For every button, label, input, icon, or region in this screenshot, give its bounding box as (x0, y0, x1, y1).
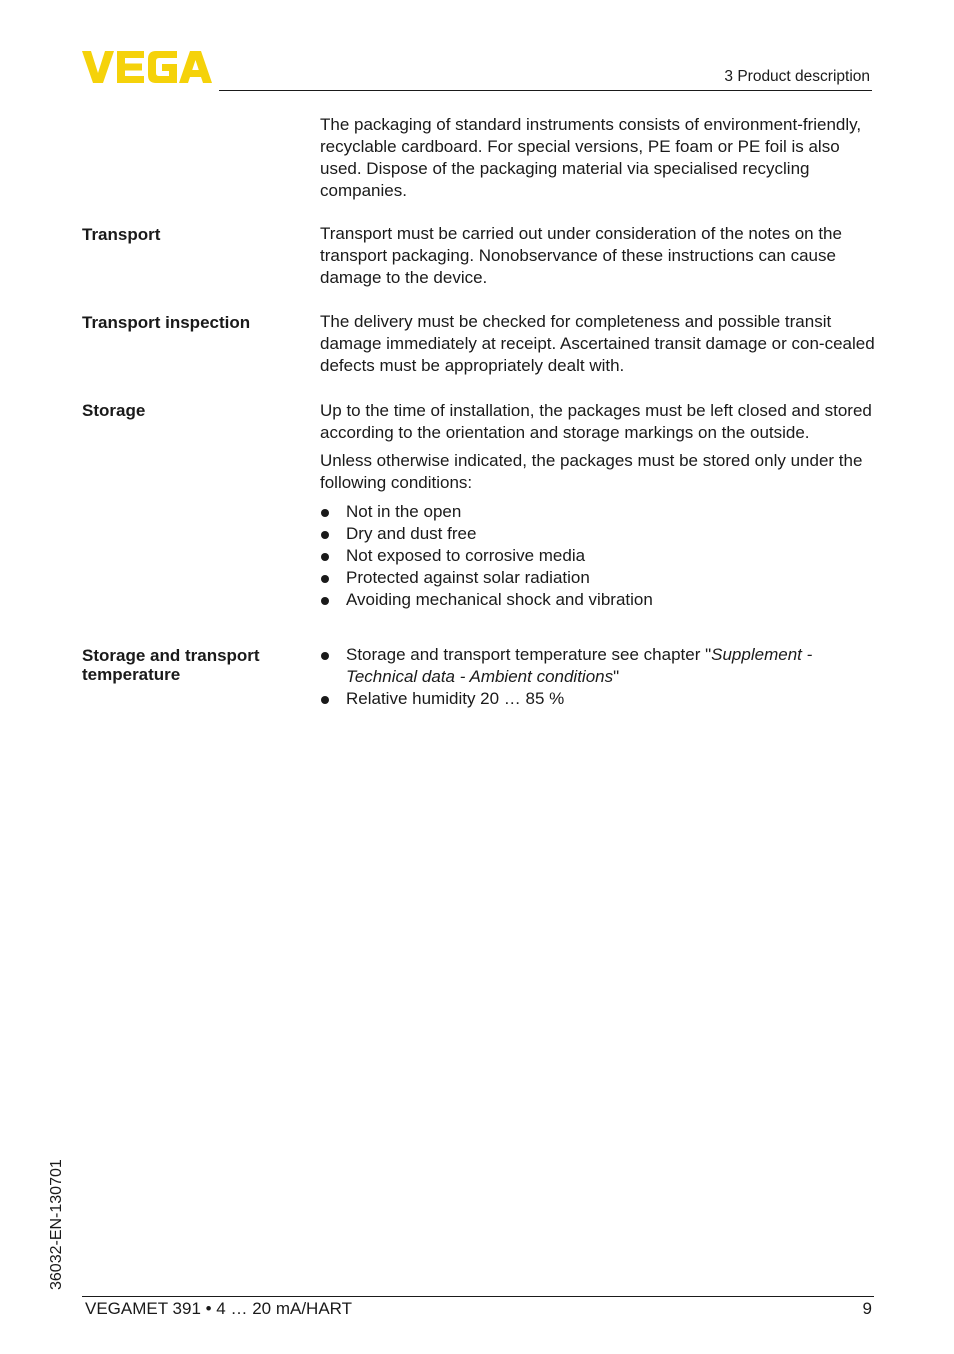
vega-logo (82, 51, 212, 83)
footer-product: VEGAMET 391 • 4 … 20 mA/HART (85, 1299, 353, 1318)
transport-label: Transport (82, 225, 161, 244)
packaging-text: The packaging of standard instruments consists of environment-friendly, recyclable cardboard. For special versions, PE foam or PE foil is also used. Dispose of the packaging material via specialised recycling companies. (320, 115, 862, 200)
transport-text: Transport must be carried out under consideration of the notes on the transport packaging. Nonobservance of these instructions can cause damage to the device. (320, 224, 842, 287)
storage-label: Storage (82, 401, 146, 420)
transport-inspection-text: The delivery must be checked for completeness and possible transit damage immediately at receipt. Ascertained transit damage or con-cealed defects must be appropriately dealt with. (320, 312, 875, 375)
document-code: 36032-EN-130701 (48, 1159, 65, 1290)
storage-temp-section (320, 644, 875, 710)
page-number: 9 (862, 1299, 872, 1318)
list-item: Not exposed to corrosive media (320, 545, 875, 567)
list-item: Relative humidity 20 … 85 % (320, 688, 875, 710)
list-item: Avoiding mechanical shock and vibration (320, 589, 875, 611)
header-divider (219, 90, 872, 91)
storage-conditions-list (320, 501, 875, 611)
list-item (320, 644, 875, 688)
footer-divider (82, 1296, 874, 1297)
list-item: Dry and dust free (320, 523, 875, 545)
list-item: Protected against solar radiation (320, 567, 875, 589)
storage-text-2: Unless otherwise indicated, the packages must be stored only under the following conditions: (320, 451, 863, 492)
storage-temp-label: Storage and transport temperature (82, 646, 260, 684)
section-title: 3 Product description (724, 68, 870, 85)
temp-item-prefix: Storage and transport temperature see chapter " (346, 645, 712, 664)
temp-item-suffix: " (613, 667, 620, 686)
storage-text-1: Up to the time of installation, the packages must be left closed and stored according to the orientation and storage markings on the outside. (320, 401, 872, 442)
list-item: Not in the open (320, 501, 875, 523)
storage-temp-list (320, 644, 875, 710)
transport-inspection-label: Transport inspection (82, 313, 251, 332)
temp-item-reference: Supplement - Technical data - Ambient conditions (346, 645, 813, 686)
storage-section (320, 400, 875, 611)
